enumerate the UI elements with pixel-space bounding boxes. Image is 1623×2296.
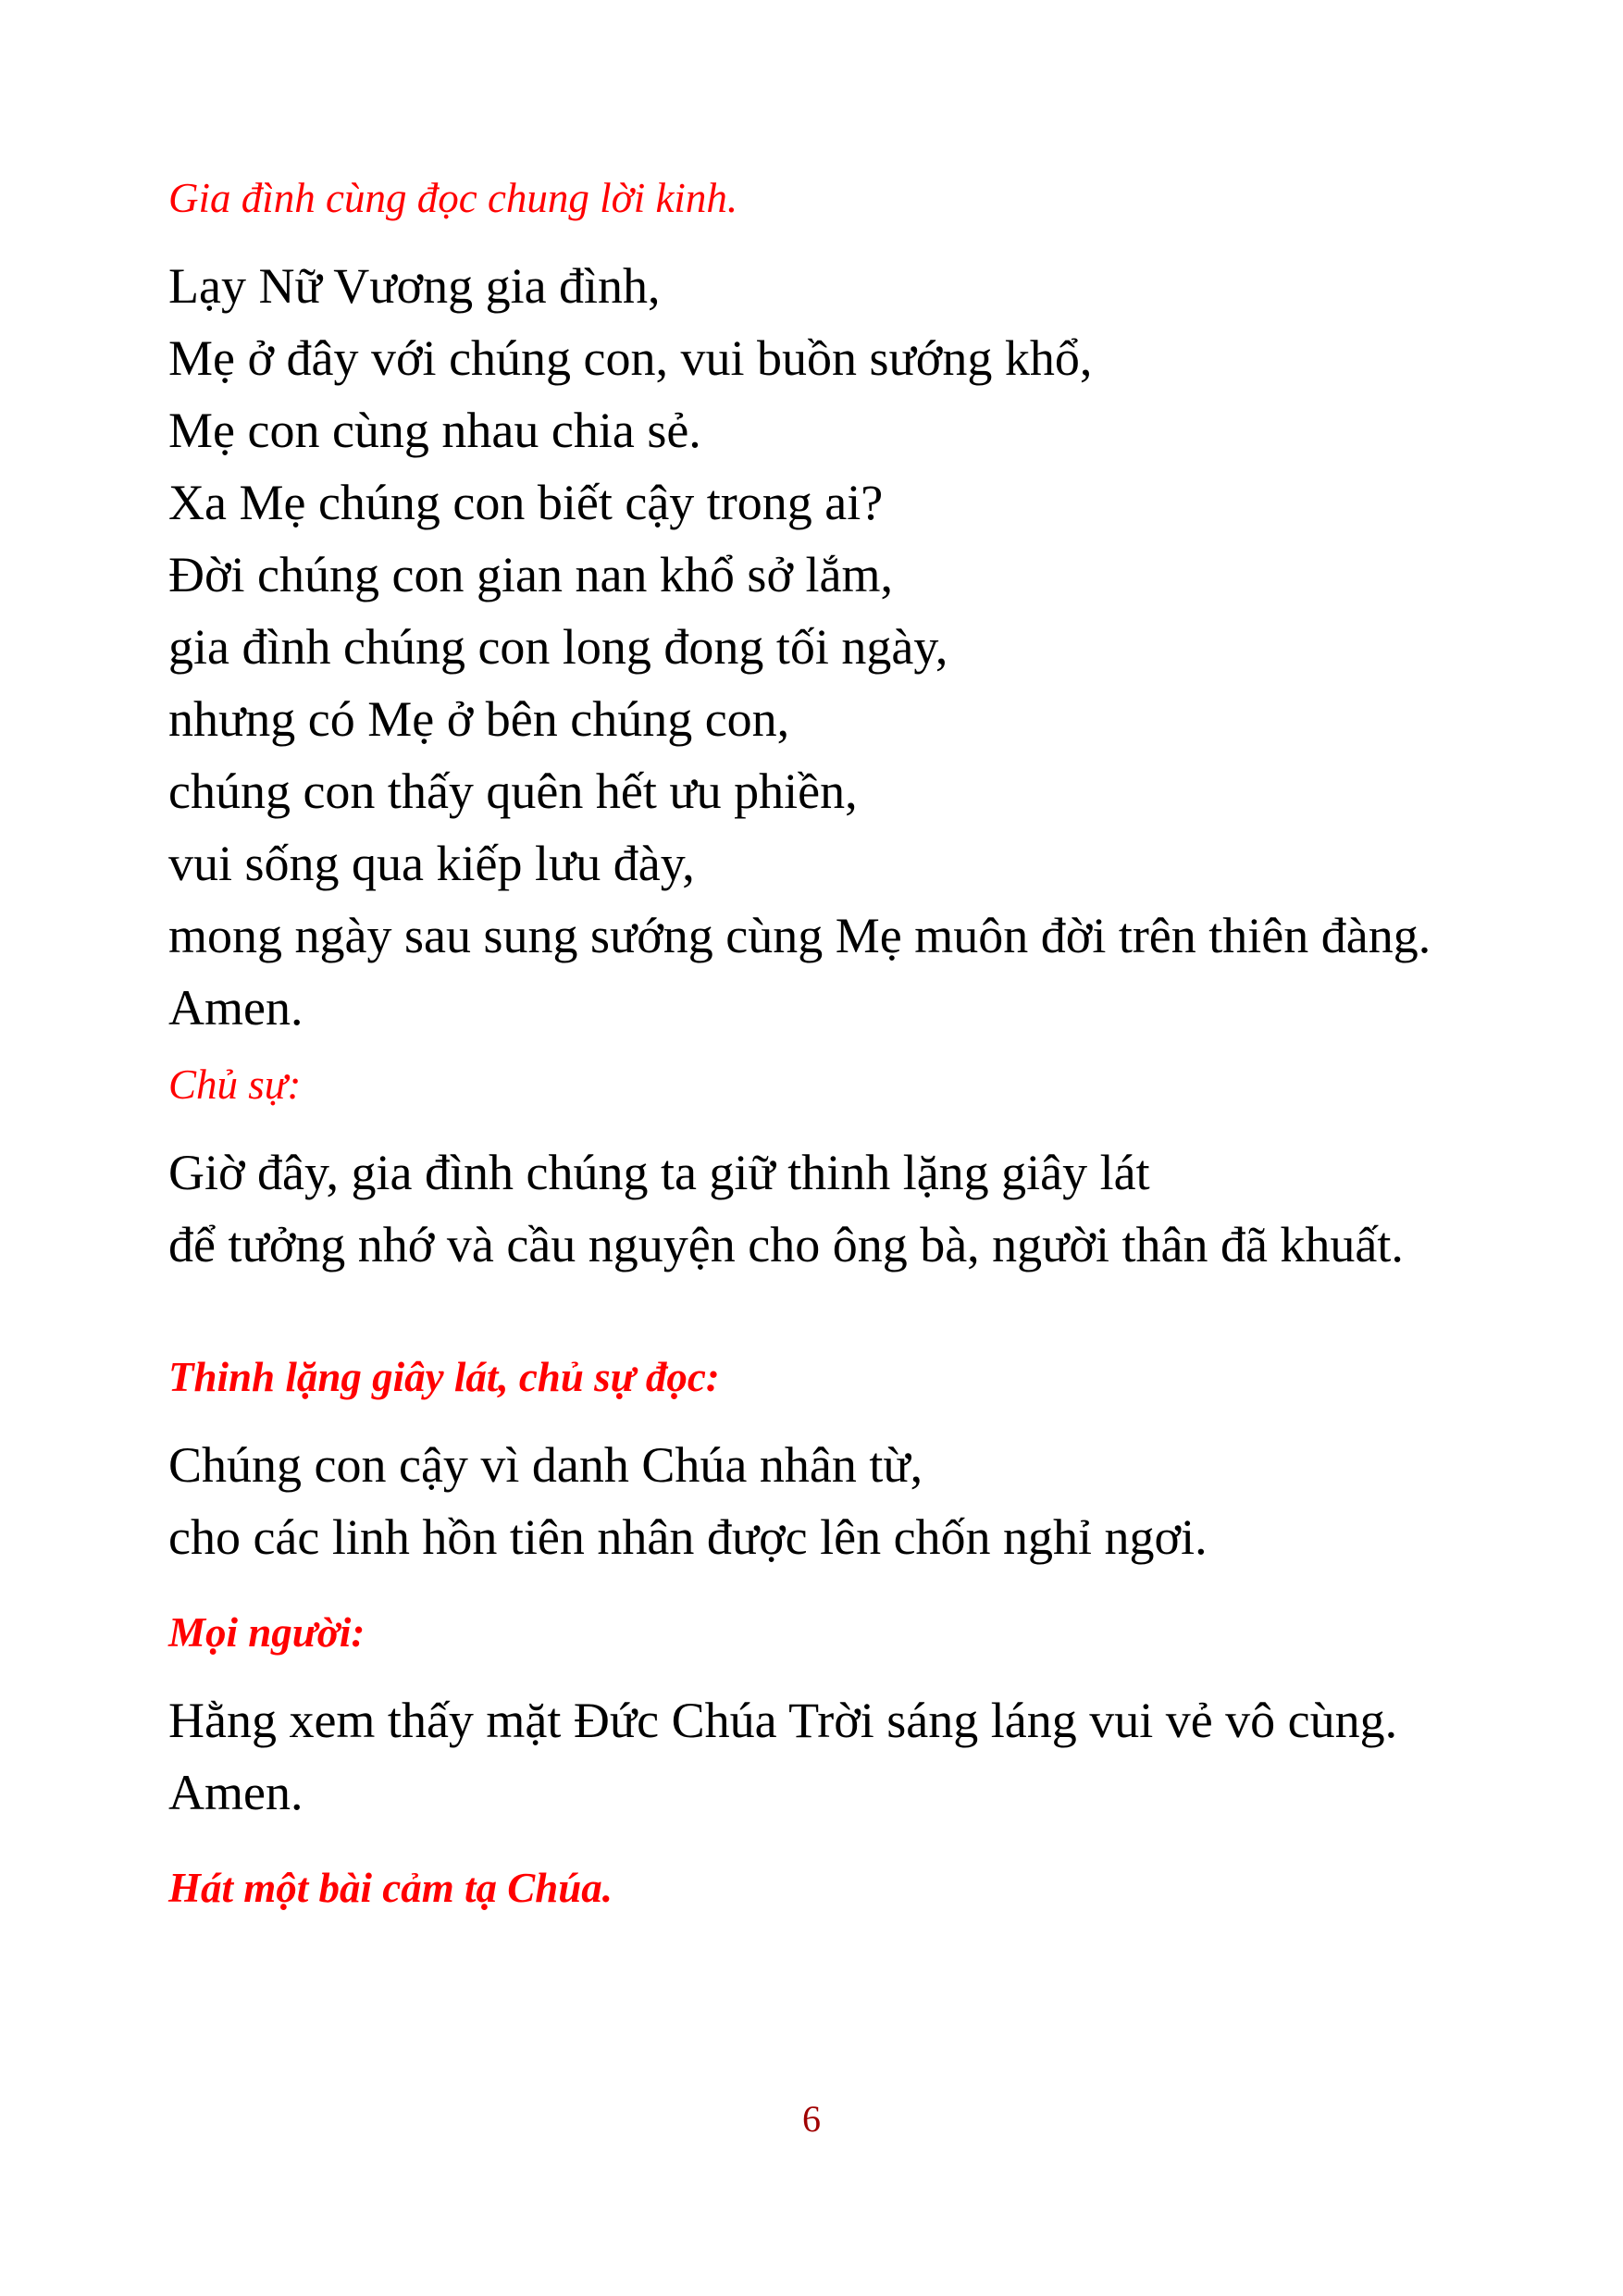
prayer-line: mong ngày sau sung sướng cùng Mẹ muôn đời trên thiên đàng. <box>168 908 1431 963</box>
prayer-line: nhưng có Mẹ ở bên chúng con, <box>168 691 790 747</box>
prayer-line: chúng con thấy quên hết ưu phiền, <box>168 763 858 819</box>
prayer-line: cho các linh hồn tiên nhân được lên chốn nghỉ ngơi. <box>168 1509 1208 1565</box>
rubric-celebrant: Chủ sự: <box>168 1061 302 1108</box>
prayer-line: Giờ đây, gia đình chúng ta giữ thinh lặng giây lát <box>168 1145 1150 1200</box>
prayer-line: Chúng con cậy vì danh Chúa nhân từ, <box>168 1437 923 1493</box>
rubric-silence-then-celebrant-reads: Thinh lặng giây lát, chủ sự đọc: <box>168 1354 720 1400</box>
prayer-paragraph-trust-in-lord <box>168 1429 1493 1573</box>
prayer-paragraph-behold-god <box>168 1684 1493 1829</box>
prayer-line: Đời chúng con gian nan khổ sở lắm, <box>168 547 893 602</box>
rubric-everyone: Mọi người: <box>168 1609 365 1656</box>
prayer-line: Mẹ ở đây với chúng con, vui buồn sướng khổ, <box>168 330 1093 386</box>
prayer-line-amen: Amen. <box>168 1765 304 1820</box>
page-number: 6 <box>802 2098 821 2140</box>
prayer-line: Hằng xem thấy mặt Đức Chúa Trời sáng láng vui vẻ vô cùng. <box>168 1693 1398 1748</box>
rubric-sing-thanksgiving-hymn: Hát một bài cảm tạ Chúa. <box>168 1865 613 1911</box>
prayer-paragraph-silence-intro <box>168 1136 1493 1281</box>
rubric-family-reads-prayer: Gia đình cùng đọc chung lời kinh. <box>168 175 738 221</box>
prayer-line: Lạy Nữ Vương gia đình, <box>168 258 661 314</box>
prayer-line: để tưởng nhớ và cầu nguyện cho ông bà, người thân đã khuất. <box>168 1217 1404 1272</box>
prayer-line: Xa Mẹ chúng con biết cậy trong ai? <box>168 475 884 530</box>
prayer-line: vui sống qua kiếp lưu đày, <box>168 836 695 891</box>
prayer-paragraph-queen-of-family <box>168 250 1493 1044</box>
prayer-line: gia đình chúng con long đong tối ngày, <box>168 619 948 675</box>
prayer-line-amen: Amen. <box>168 980 304 1036</box>
prayer-line: Mẹ con cùng nhau chia sẻ. <box>168 403 701 458</box>
